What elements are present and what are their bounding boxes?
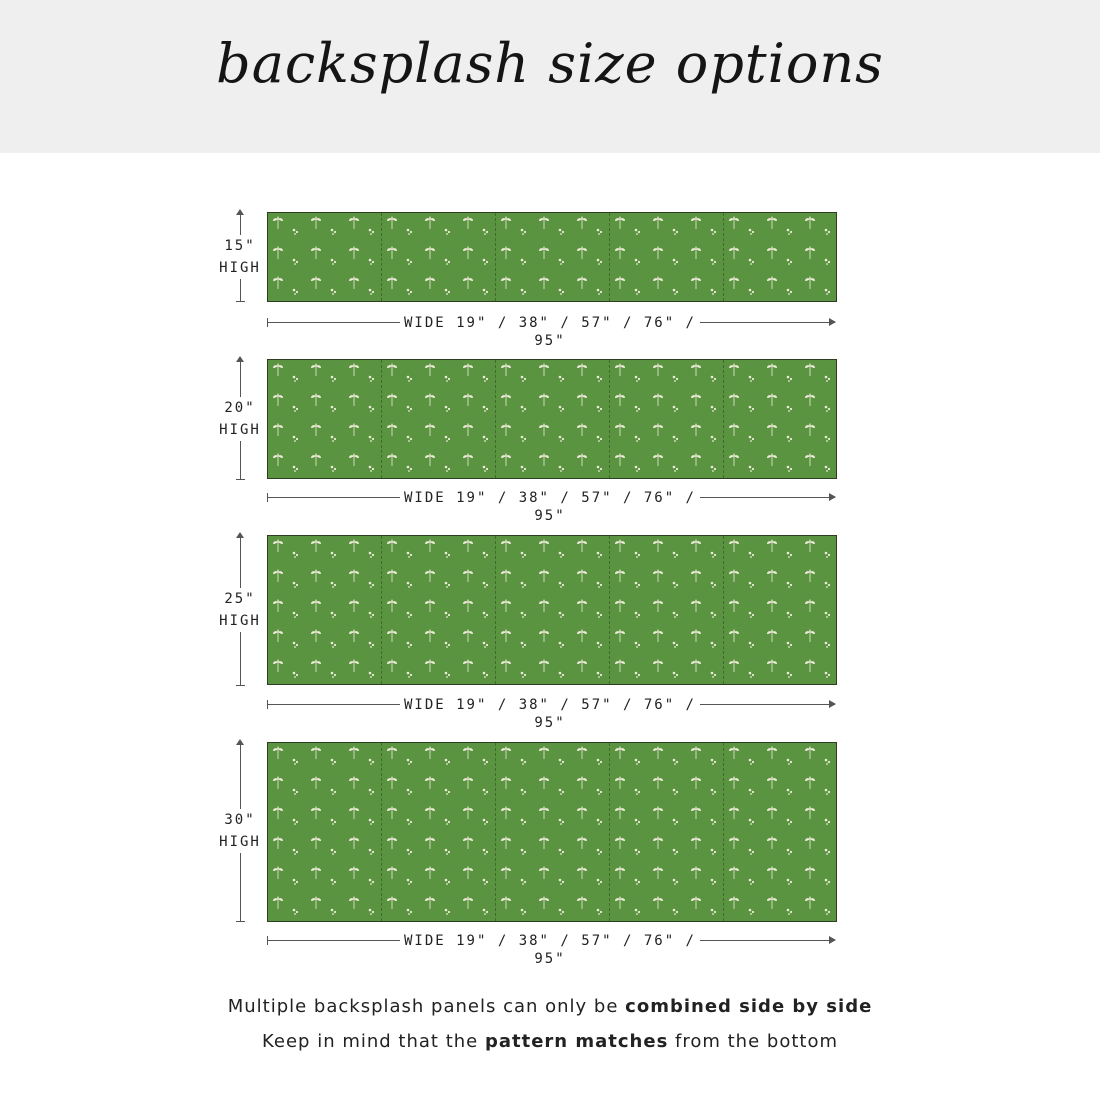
panel-seam [495, 536, 496, 684]
backsplash-panel [267, 359, 837, 479]
height-label [210, 235, 270, 279]
backsplash-panel [267, 742, 837, 922]
panel-seam [495, 213, 496, 301]
height-unit: HIGH [219, 613, 261, 629]
backsplash-panel [267, 212, 837, 302]
height-dimension-tick [236, 921, 245, 922]
width-label: WIDE 19" / 38" / 57" / 76" / 95" [400, 932, 700, 968]
panel-seam [381, 743, 382, 921]
panel-seam [723, 360, 724, 478]
height-label [210, 809, 270, 853]
backsplash-panel [267, 535, 837, 685]
height-unit: HIGH [219, 260, 261, 276]
panel-seam [495, 360, 496, 478]
panel-seam [609, 360, 610, 478]
panel-seam [723, 536, 724, 684]
height-value: 25" [224, 591, 256, 607]
note-line-1 [0, 996, 1100, 1017]
header-banner [0, 0, 1100, 153]
height-value: 20" [224, 400, 256, 416]
arrow-right-icon [829, 936, 836, 944]
height-dimension-tick [236, 301, 245, 302]
height-value: 15" [224, 238, 256, 254]
height-unit: HIGH [219, 422, 261, 438]
panel-seam [723, 743, 724, 921]
panel-seam [381, 213, 382, 301]
panel-seam [381, 536, 382, 684]
height-unit: HIGH [219, 834, 261, 850]
width-label: WIDE 19" / 38" / 57" / 76" / 95" [400, 696, 700, 732]
arrow-right-icon [829, 493, 836, 501]
note-line-1-text: Multiple backsplash panels can only be [227, 996, 626, 1017]
note-line-1-emphasis: combined side by side [625, 996, 873, 1017]
width-label: WIDE 19" / 38" / 57" / 76" / 95" [400, 314, 700, 350]
panel-seam [609, 213, 610, 301]
width-label: WIDE 19" / 38" / 57" / 76" / 95" [400, 489, 700, 525]
note-line-2 [0, 1031, 1100, 1052]
panel-seam [609, 536, 610, 684]
note-line-2-suffix: from the bottom [668, 1031, 838, 1052]
height-value: 30" [224, 812, 256, 828]
page-title: backsplash size options [216, 32, 884, 95]
note-line-2-text: Keep in mind that the [262, 1031, 485, 1052]
height-dimension-tick [236, 479, 245, 480]
arrow-right-icon [829, 318, 836, 326]
height-label [210, 588, 270, 632]
height-label [210, 397, 270, 441]
note-line-2-emphasis: pattern matches [484, 1031, 669, 1052]
height-dimension-tick [236, 685, 245, 686]
panel-seam [381, 360, 382, 478]
panel-seam [723, 213, 724, 301]
panel-seam [495, 743, 496, 921]
panel-seam [609, 743, 610, 921]
arrow-right-icon [829, 700, 836, 708]
